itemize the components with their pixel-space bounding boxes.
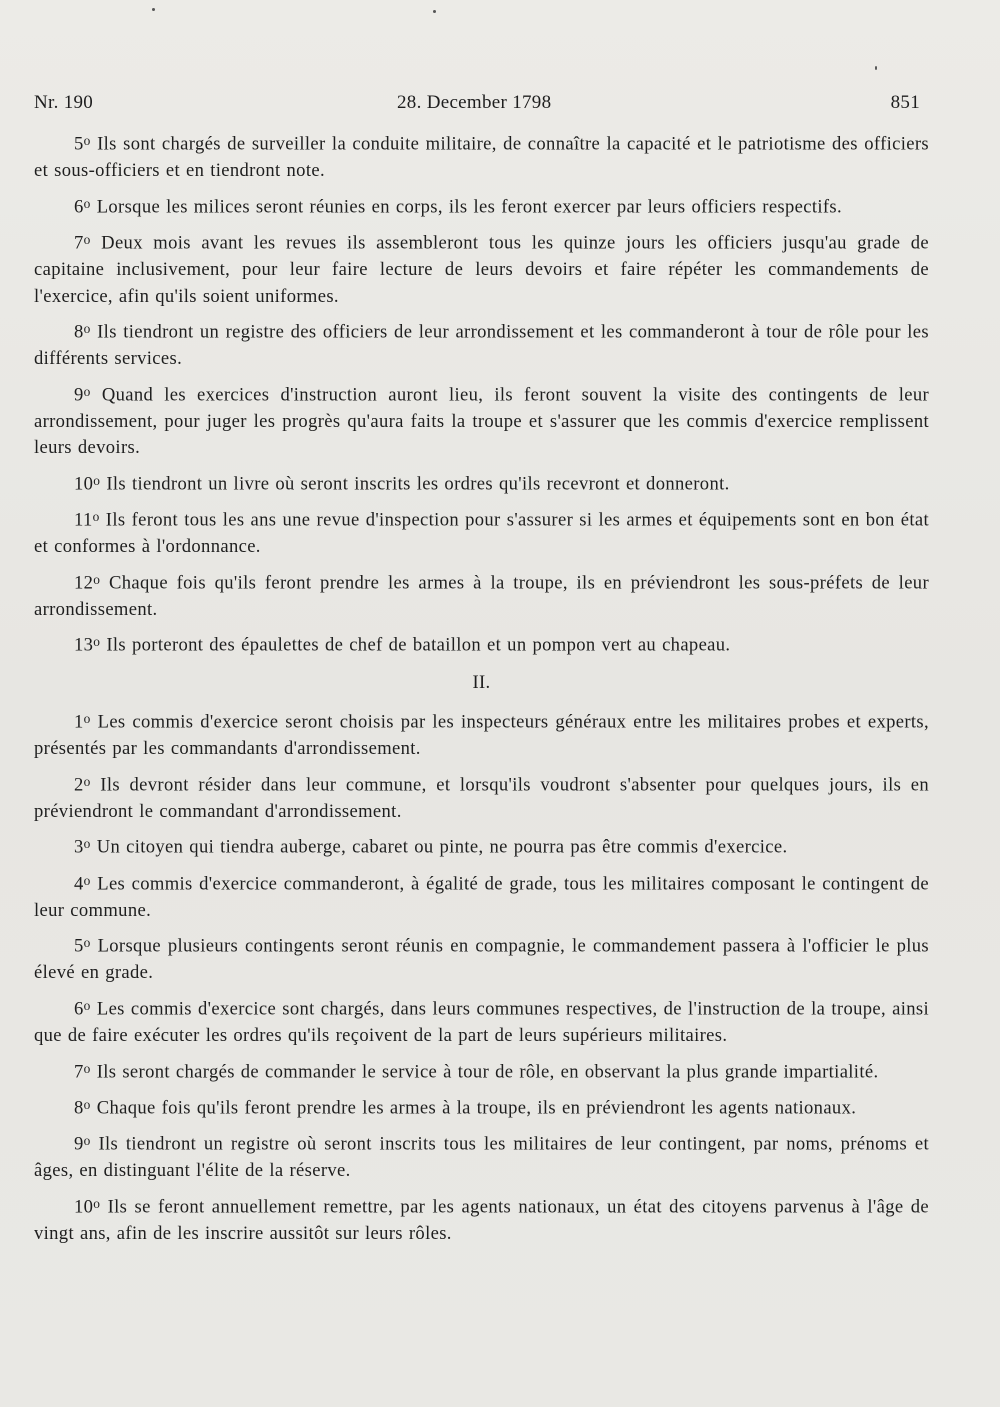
ordinal-mark: o bbox=[93, 472, 101, 488]
paragraph-text: Ils devront résider dans leur commune, et lorsqu'ils voudront s'absenter pour quelques jours, ils en préviendront le commandant d'arrondissement. bbox=[34, 774, 930, 822]
numbered-paragraph bbox=[34, 706, 929, 763]
numbered-paragraph bbox=[34, 191, 929, 221]
numbered-paragraph bbox=[34, 1092, 929, 1122]
ordinal-mark: o bbox=[83, 872, 91, 888]
paragraph-text: Ils se feront annuellement remettre, par les agents nationaux, un état des citoyens parvenus à l'âge de vingt ans, afin de les inscrire aussitôt sur leurs rôles. bbox=[34, 1196, 929, 1244]
paragraph-text: Un citoyen qui tiendra auberge, cabaret ou pinte, ne pourra pas être commis d'exercice. bbox=[96, 837, 788, 859]
paragraph-number: 12 bbox=[74, 572, 94, 594]
numbered-paragraph bbox=[34, 769, 929, 826]
paragraph-number: 3 bbox=[74, 837, 84, 859]
ordinal-mark: o bbox=[83, 773, 91, 789]
paragraph-number: 6 bbox=[74, 998, 84, 1020]
numbered-paragraph bbox=[34, 567, 929, 624]
paragraph-number: 9 bbox=[74, 384, 84, 406]
numbered-paragraph bbox=[34, 1128, 929, 1185]
numbered-paragraph bbox=[34, 831, 929, 861]
paragraph-number: 2 bbox=[74, 774, 84, 796]
ordinal-mark: o bbox=[83, 321, 91, 337]
paragraph-number: 8 bbox=[74, 1097, 84, 1119]
paragraph-text: Chaque fois qu'ils feront prendre les armes à la troupe, ils en préviendront les sous-préfets de leur arrondissement. bbox=[34, 572, 929, 620]
paragraph-text: Lorsque plusieurs contingents seront réunis en compagnie, le commandement passera à l'officier le plus élevé en grade. bbox=[34, 935, 929, 984]
ordinal-mark: o bbox=[83, 997, 91, 1013]
paragraph-number: 7 bbox=[74, 232, 84, 254]
ordinal-mark: o bbox=[83, 836, 91, 852]
article-section-2 bbox=[34, 706, 929, 1247]
page-number: 851 bbox=[890, 92, 920, 113]
ordinal-mark: o bbox=[83, 935, 91, 951]
paragraph-number: 7 bbox=[74, 1061, 84, 1083]
document-body bbox=[34, 128, 929, 1253]
ordinal-mark: o bbox=[92, 509, 100, 525]
ordinal-mark: o bbox=[83, 1132, 91, 1148]
paragraph-number: 5 bbox=[74, 935, 84, 957]
ordinal-mark: o bbox=[83, 711, 91, 727]
paragraph-text: Ils tiendront un registre où seront inscrits tous les militaires de leur contingent, par noms, prénoms et âges, en distinguant l'élite de la réserve. bbox=[34, 1133, 929, 1182]
ordinal-mark: o bbox=[83, 195, 91, 211]
ink-speck bbox=[433, 10, 436, 13]
paragraph-text: Ils tiendront un registre des officiers de leur arrondissement et les commanderont à tour de rôle pour les différents services. bbox=[34, 321, 929, 370]
paragraph-text: Les commis d'exercice commanderont, à égalité de grade, tous les militaires composant le contingent de leur commune. bbox=[34, 873, 929, 921]
paragraph-text: Ils seront chargés de commander le service à tour de rôle, en observant la plus grande impartialité. bbox=[96, 1061, 879, 1083]
numbered-paragraph bbox=[34, 1056, 929, 1086]
paragraph-number: 1 bbox=[74, 711, 84, 733]
ink-speck bbox=[875, 66, 877, 70]
paragraph-number: 4 bbox=[74, 873, 84, 895]
paragraph-text: Ils tiendront un livre où seront inscrits les ordres qu'ils recevront et donneront. bbox=[106, 473, 730, 495]
ordinal-mark: o bbox=[93, 634, 101, 650]
paragraph-text: Ils porteront des épaulettes de chef de bataillon et un pompon vert au chapeau. bbox=[106, 635, 731, 657]
ordinal-mark: o bbox=[93, 571, 101, 587]
ordinal-mark: o bbox=[83, 231, 91, 247]
numbered-paragraph bbox=[34, 379, 929, 462]
paragraph-number: 6 bbox=[74, 196, 84, 218]
paragraph-number: 10 bbox=[74, 473, 94, 495]
article-section-1 bbox=[34, 128, 929, 660]
paragraph-text: Lorsque les milices seront réunies en corps, ils les feront exercer par leurs officiers respectifs. bbox=[96, 196, 843, 218]
ordinal-mark: o bbox=[83, 1096, 91, 1112]
numbered-paragraph bbox=[34, 468, 929, 498]
section-heading: II. bbox=[472, 671, 491, 693]
paragraph-text: Les commis d'exercice seront choisis par les inspecteurs généraux entre les militaires probes et experts, présentés par les commandants d'arrondissement. bbox=[34, 711, 929, 760]
paragraph-text: Chaque fois qu'ils feront prendre les armes à la troupe, ils en préviendront les agents nationaux. bbox=[96, 1097, 857, 1119]
ordinal-mark: o bbox=[83, 383, 91, 399]
paragraph-number: 13 bbox=[74, 635, 94, 657]
document-number: Nr. 190 bbox=[34, 92, 94, 113]
ordinal-mark: o bbox=[83, 1060, 91, 1076]
numbered-paragraph bbox=[34, 227, 929, 310]
numbered-paragraph bbox=[34, 316, 929, 373]
ink-speck bbox=[152, 8, 155, 11]
numbered-paragraph bbox=[34, 1191, 929, 1248]
paragraph-number: 5 bbox=[74, 133, 84, 155]
document-date: 28. December 1798 bbox=[397, 92, 552, 113]
paragraph-text: Quand les exercices d'instruction auront lieu, ils feront souvent la visite des contingents de leur arrondissement, pour juger les progrès qu'aura faits la troupe et s'assurer que les commis d'exercice remplissent leurs devoirs. bbox=[34, 384, 930, 459]
numbered-paragraph bbox=[34, 868, 929, 925]
numbered-paragraph bbox=[34, 930, 929, 987]
ordinal-mark: o bbox=[93, 1195, 101, 1211]
paragraph-number: 11 bbox=[74, 509, 93, 531]
paragraph-text: Les commis d'exercice sont chargés, dans leurs communes respectives, de l'instruction de la troupe, ainsi que de faire exécuter les ordres qu'ils reçoivent de la part de leurs supérieurs militaires. bbox=[34, 998, 930, 1047]
running-header bbox=[34, 92, 920, 116]
paragraph-text: Ils sont chargés de surveiller la conduite militaire, de connaître la capacité et le patriotisme des officiers et sous-officiers et en tiendront note. bbox=[34, 133, 929, 182]
paragraph-text: Ils feront tous les ans une revue d'inspection pour s'assurer si les armes et équipements sont en bon état et conformes à l'ordonnance. bbox=[34, 509, 930, 558]
ordinal-mark: o bbox=[83, 133, 91, 148]
paragraph-number: 10 bbox=[74, 1196, 94, 1218]
paragraph-number: 8 bbox=[74, 321, 84, 343]
numbered-paragraph bbox=[34, 504, 929, 561]
numbered-paragraph bbox=[34, 993, 929, 1050]
numbered-paragraph bbox=[34, 128, 929, 185]
paragraph-number: 9 bbox=[74, 1133, 84, 1155]
numbered-paragraph bbox=[34, 629, 929, 659]
paragraph-text: Deux mois avant les revues ils assembleront tous les quinze jours les officiers jusqu'au grade de capitaine inclusivement, pour leur faire lecture de leurs devoirs et faire répéter les commandements de l'exercice, afin qu'ils soient uniformes. bbox=[34, 232, 930, 307]
